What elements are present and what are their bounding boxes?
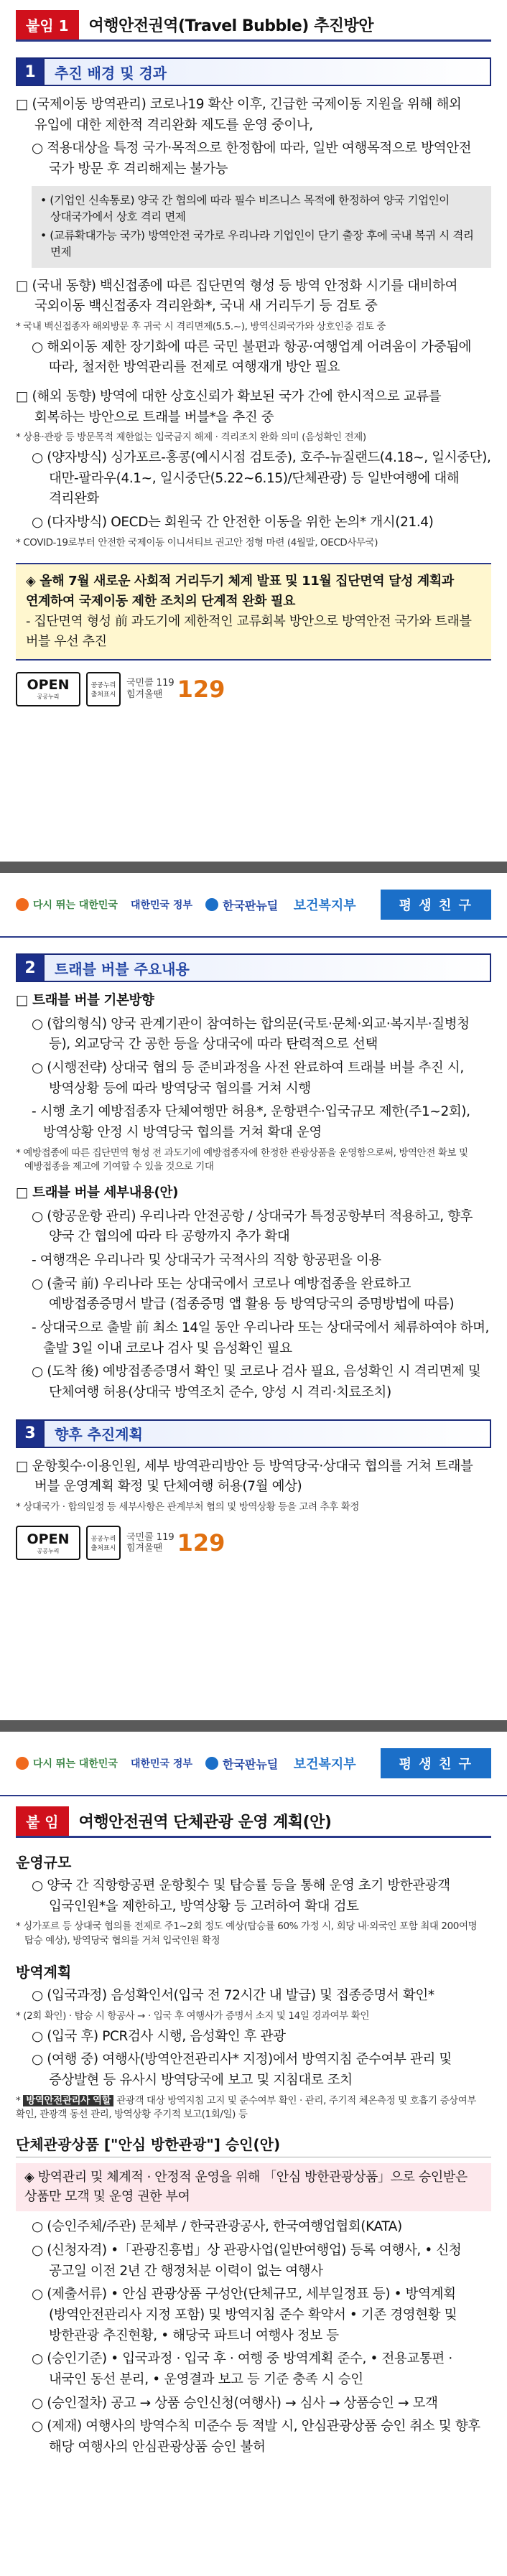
ministry-logo: 보건복지부	[293, 1757, 356, 1772]
open-license-logo: OPEN 공공누리	[16, 672, 80, 706]
new-deal-logo: 한국판뉴딜	[205, 897, 278, 913]
paragraph: ○ 양국 간 직항항공편 운항횟수 및 탑승률 등을 통해 운영 초기 방한관광객 입국인원*을 제한하고, 방역상황 등 고려하여 확대 검토	[32, 1878, 450, 1914]
paragraph: ○ (신청자격) •「관광진흥법」상 관광사업(일반여행업) 등록 여행사, • 신청 공고일 이전 2년 간 행정처분 이력이 없는 여행사	[32, 2242, 462, 2279]
paragraph: ○ (출국 前) 우리나라 또는 상대국에서 코로나 예방접종을 완료하고 예방접종증명서 발급 (접종증명 앱 활용 등 방역당국의 증명방법에 따름)	[32, 1276, 455, 1312]
paragraph: ○ (항공운항 관리) 우리나라 안전공항 / 상대국가 특정공항부터 적용하고, 향후 양국 간 협의에 따라 타 공항까지 추가 확대	[32, 1208, 473, 1245]
paragraph: ○ (여행 중) 여행사(방역안전관리사* 지정)에서 방역지침 준수여부 관리 및 증상발현 등 유사시 방역당국에 보고 및 지침대로 조치	[32, 2052, 452, 2089]
subsection-title: □ 트래블 버블 세부내용(안)	[16, 1185, 179, 1200]
subsection-title: 단체관광상품 ["안심 방한관광"] 승인(안)	[16, 2133, 491, 2157]
paragraph: ○ (시행전략) 상대국 협의 등 준비과정을 사전 완료하여 트래블 버블 추진 시, 방역상황 등에 따라 방역당국 협의를 거쳐 시행	[32, 1060, 464, 1096]
hotline-logo: 국민콜 119 힘겨울땐 129	[126, 675, 225, 703]
footer-logos	[16, 1524, 491, 1562]
logo-icon	[16, 1757, 29, 1770]
highlight-box	[16, 2163, 491, 2212]
attachment-tag: 붙 임	[16, 1806, 69, 1836]
footnote: * 방역안전관리사 역할 관광객 대상 방역지침 고지 및 준수여부 확인 · 관리, 주기적 체온측정 및 호흡기 증상여부 확인, 관광객 동선 관리, 방역상황 주기적 보고(1회/일) 등	[16, 2094, 477, 2120]
page-title-bar	[16, 1806, 491, 1838]
page-2	[0, 873, 507, 1720]
footer-logos	[16, 671, 491, 708]
footnote: * 상대국가 · 합의일정 등 세부사항은 관계부처 협의 및 방역상황 등을 고려 추후 확정	[16, 1501, 359, 1513]
footnote: * 예방접종에 따른 집단면역 형성 전 과도기에 예방접종자에 한정한 관광상품을 운영함으로써, 방역안전 확보 및 예방접종을 제고에 기여할 수 있을 것으로 기대	[16, 1147, 468, 1173]
info-item: • (교류확대가능 국가) 방역안전 국가로 우리나라 기업인이 단기 출장 후에 국내 복귀 시 격리 면제	[40, 229, 474, 259]
section-header-1	[16, 57, 491, 86]
new-deal-logo: 한국판뉴딜	[205, 1755, 278, 1772]
footnote: * 싱가포르 등 상대국 협의를 전제로 주1~2회 정도 예상(탑승률 60% 가정 시, 회당 내·외국인 포함 최대 200여명 탑승 예상), 방역당국 협의를 거쳐 입국인원 확정	[16, 1921, 478, 1946]
section-number: 3	[16, 1419, 45, 1448]
paragraph: ○ (입국과정) 음성확인서(입국 전 72시간 내 발급) 및 접종증명서 확인*	[32, 1988, 434, 2004]
paragraph: ○ (승인기준) • 입국과정 · 입국 후 · 여행 중 방역계획 준수, • 전용교통편 · 내국인 동선 분리, • 운영결과 보고 등 기준 충족 시 승인	[32, 2351, 452, 2387]
summary-item: ◈ 올해 7월 새로운 사회적 거리두기 체계 발표 및 11월 집단면역 달성 계획과 연계하여 국제이동 제한 조치의 단계적 완화 필요	[26, 574, 454, 609]
paragraph: - 상대국으로 출발 前 최소 14일 동안 우리나라 또는 상대국에서 체류하여야 하며, 출발 3일 이내 코로나 검사 및 음성확인 필요	[32, 1320, 490, 1356]
paragraph: ○ (양자방식) 싱가포르-홍콩(예시시점 검토중), 호주-뉴질랜드(4.18~, 일시중단), 대만-팔라우(4.1~, 일시중단(5.22~6.15)/단체관광) 등 일반여행에 대해 격리완화	[32, 449, 491, 507]
hotline-number: 129	[177, 1529, 225, 1557]
paragraph: - 시행 초기 예방접종자 단체여행만 허용*, 운항편수·입국규모 제한(주1~2회), 방역상황 안정 시 방역당국 협의를 거쳐 확대 운영	[32, 1104, 470, 1141]
info-box	[32, 186, 491, 268]
paragraph: ○ (도착 後) 예방접종증명서 확인 및 코로나 검사 필요, 음성확인 시 격리면제 및 단체여행 허용(상대국 방역조치 준수, 양성 시 격리·치료조치)	[32, 1364, 481, 1400]
section-label: 추진 배경 및 경과	[45, 57, 491, 86]
slogan-badge: 평 생 친 구	[381, 890, 491, 920]
section-label: 향후 추진계획	[45, 1419, 491, 1448]
paragraph: ○ 해외이동 제한 장기화에 따른 국민 불편과 항공·여행업계 어려움이 가중됨에 따라, 철저한 방역관리를 전제로 여행재개 방안 필요	[32, 339, 472, 375]
section-header-2	[16, 953, 491, 982]
attachment-tag: 붙임 1	[16, 10, 79, 39]
hotline-number: 129	[177, 675, 225, 703]
kogl-icon: 공공누리 출처표시	[86, 672, 121, 706]
page-header	[0, 1732, 507, 1796]
info-item: • (기업인 신속통로) 양국 간 협의에 따라 필수 비즈니스 목적에 한정하여 양국 기업인이 상대국가에서 상호 격리 면제	[40, 193, 450, 223]
footnote: * (2회 확인) · 탑승 시 항공사 → · 입국 후 여행사가 증명서 소지 및 14일 경과여부 확인	[16, 2010, 370, 2022]
paragraph: ○ (제출서류) • 안심 관광상품 구성안(단체규모, 세부일정표 등) • 방역계획(방역안전관리사 지정 포함) 및 방역지침 준수 확약서 • 기존 경영현황 및 방한관광 추진현황, • 해당국 파트너 여행사 정보 등	[32, 2287, 457, 2343]
footnote: * 국내 백신접종자 해외방문 후 귀국 시 격리면제(5.5.~), 방역신뢰국가와 상호인증 검토 중	[16, 321, 386, 333]
footnote: * COVID-19로부터 안전한 국제이동 이니셔티브 권고안 정형 마련 (4월말, OECD사무국)	[16, 536, 378, 549]
page-1	[0, 0, 507, 862]
page-3	[0, 1732, 507, 2576]
government-logo: 다시 뛰는 대한민국	[16, 1756, 118, 1770]
page-separator	[0, 1720, 507, 1732]
summary-item: - 집단면역 형성 前 과도기에 제한적인 교류회복 방안으로 방역안전 국가와 트래블 버블 우선 추진	[26, 613, 472, 649]
section-number: 1	[16, 57, 45, 86]
footnote: * 상용·관광 등 방문목적 제한없는 입국금지 해제 · 격리조치 완화 의미 (음성확인 전제)	[16, 431, 366, 444]
subsection-title: □ 트래블 버블 기본방향	[16, 993, 154, 1008]
paragraph: ○ (승인절차) 공고 → 상품 승인신청(여행사) → 심사 → 상품승인 → 모객	[32, 2395, 438, 2411]
subsection-title: 방역계획	[16, 1964, 72, 1982]
page-separator	[0, 862, 507, 873]
summary-box	[16, 563, 491, 661]
gov-brand-logo: 대한민국 정부	[130, 1758, 192, 1770]
section-header-3	[16, 1419, 491, 1448]
paragraph: ○ (합의형식) 양국 관계기관이 참여하는 합의문(국토·문체·외교·복지부·질병청 등), 외교당국 간 공한 등을 상대국에 따라 탄력적으로 선택	[32, 1016, 470, 1053]
section-number: 2	[16, 953, 45, 982]
paragraph: ○ 적용대상을 특정 국가·목적으로 한정함에 따라, 일반 여행목적으로 방역안전 국가 방문 후 격리해제는 불가능	[32, 141, 472, 177]
subsection-title: 운영규모	[16, 1854, 72, 1871]
page-title-bar	[16, 10, 491, 42]
open-license-logo: OPEN 공공누리	[16, 1526, 80, 1560]
paragraph: ○ (입국 후) PCR검사 시행, 음성확인 후 관광	[32, 2028, 286, 2044]
page-header	[0, 873, 507, 938]
government-logo: 다시 뛰는 대한민국	[16, 897, 118, 912]
paragraph: ○ (제재) 여행사의 방역수칙 미준수 등 적발 시, 안심관광상품 승인 취소 및 향후 해당 여행사의 안심관광상품 승인 불허	[32, 2419, 480, 2455]
page-title: 여행안전권역(Travel Bubble) 추진방안	[88, 17, 373, 35]
paragraph: □ (국내 동향) 백신접종에 따른 집단면역 형성 등 방역 안정화 시기를 대비하여 국외이동 백신접종자 격리완화*, 국내 새 거리두기 등 검토 중	[16, 278, 458, 314]
slogan-badge: 평 생 친 구	[381, 1748, 491, 1778]
gov-brand-logo: 대한민국 정부	[130, 900, 192, 911]
paragraph: □ 운항횟수·이용인원, 세부 방역관리방안 등 방역당국·상대국 협의를 거쳐 트래블 버블 운영계획 확정 및 단체여행 허용(7월 예상)	[16, 1458, 473, 1495]
paragraph: ○ (승인주체/주관) 문체부 / 한국관광공사, 한국여행업협회(KATA)	[32, 2219, 402, 2235]
ministry-logo: 보건복지부	[293, 898, 356, 913]
page-title: 여행안전권역 단체관광 운영 계획(안)	[78, 1814, 332, 1831]
paragraph: □ (해외 동향) 방역에 대한 상호신뢰가 확보된 국가 간에 한시적으로 교류를 회복하는 방안으로 트래블 버블*을 추진 중	[16, 388, 442, 425]
paragraph: - 여행객은 우리나라 및 상대국가 국적사의 직항 항공편을 이용	[32, 1252, 381, 1268]
section-label: 트래블 버블 주요내용	[45, 953, 491, 982]
highlight-text: ◈ 방역관리 및 체계적 · 안정적 운영을 위해 「안심 방한관광상품」으로 승인받은 상품만 모객 및 운영 권한 부여	[24, 2169, 468, 2205]
paragraph: □ (국제이동 방역관리) 코로나19 확산 이후, 긴급한 국제이동 지원을 위해 해외 유입에 대한 제한적 격리완화 제도를 운영 중이나,	[16, 97, 462, 133]
kogl-icon: 공공누리 출처표시	[86, 1526, 121, 1560]
logo-icon	[205, 898, 218, 911]
logo-icon	[205, 1757, 218, 1770]
logo-icon	[16, 898, 29, 911]
paragraph: ○ (다자방식) OECD는 회원국 간 안전한 이동을 위한 논의* 개시(21.4)	[32, 514, 434, 530]
hotline-logo: 국민콜 119 힘겨울땐 129	[126, 1529, 225, 1557]
